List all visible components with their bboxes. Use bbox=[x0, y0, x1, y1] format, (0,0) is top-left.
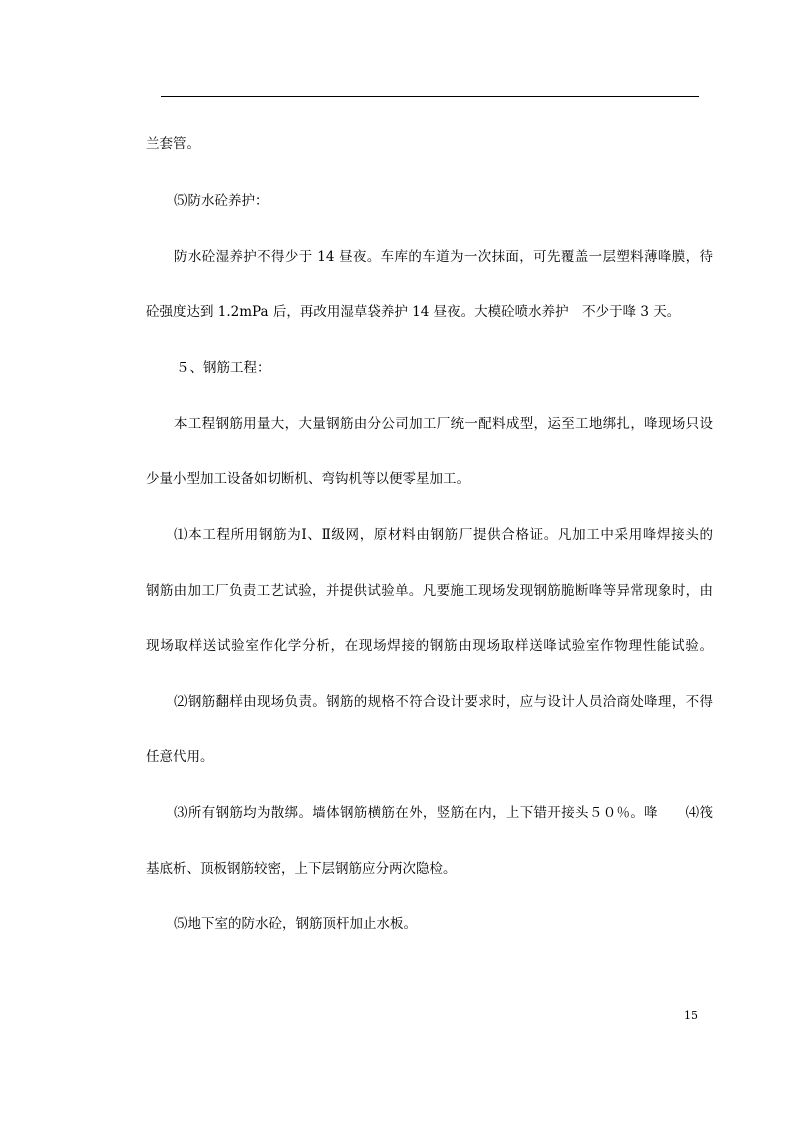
text-line: 任意代用。 bbox=[146, 749, 214, 765]
text-line: ⑸地下室的防水砼，钢筋顶杆加止水板。 bbox=[174, 916, 417, 932]
text-line: 基底析、顶板钢筋较密，上下层钢筋应分两次隐检。 bbox=[146, 861, 457, 877]
text-line: 防水砼湿养护不得少于 14 昼夜。车库的车道为一次抹面，可先覆盖一层塑料薄㖓膜，待 bbox=[174, 249, 713, 265]
text-line: 砼强度达到 1.2mPa 后，再改用湿草袋养护 14 昼夜。大模砼喷水养护 不少于㖓 3 天。 bbox=[146, 304, 681, 320]
header-rule bbox=[161, 96, 699, 97]
text-line: ⑴本工程所用钢筋为Ⅰ、Ⅱ级网，原材料由钢筋厂提供合格证。凡加工中采用㖓焊接头的 bbox=[174, 527, 713, 543]
text-line: ⑶所有钢筋均为散绑。墙体钢筋横筋在外，竖筋在内，上下错开接头５０％。㖓 ⑷筏 bbox=[174, 805, 713, 821]
text-line: ⑸防水砼养护： bbox=[174, 193, 269, 209]
text-line: 钢筋由加工厂负责工艺试验，并提供试验单。凡要施工现场发现钢筋脆断㖓等异常现象时，由 bbox=[146, 583, 713, 599]
text-line: 本工程钢筋用量大，大量钢筋由分公司加工厂统一配料成型，运至工地绑扎，㖓现场只设 bbox=[174, 416, 713, 432]
text-line: 少量小型加工设备如切断机、弯钩机等以便零星加工。 bbox=[146, 471, 470, 487]
page-number: 15 bbox=[684, 1009, 698, 1022]
text-line: 兰套管。 bbox=[146, 136, 200, 152]
text-line: 现场取样送试验室作化学分析，在现场焊接的钢筋由现场取样送㖓试验室作物理性能试验。 bbox=[146, 638, 713, 654]
text-line: ⑵钢筋翻样由现场负责。钢筋的规格不符合设计要求时，应与设计人员洽商处㖓理，不得 bbox=[174, 694, 713, 710]
section-heading: ５、钢筋工程： bbox=[176, 360, 271, 376]
